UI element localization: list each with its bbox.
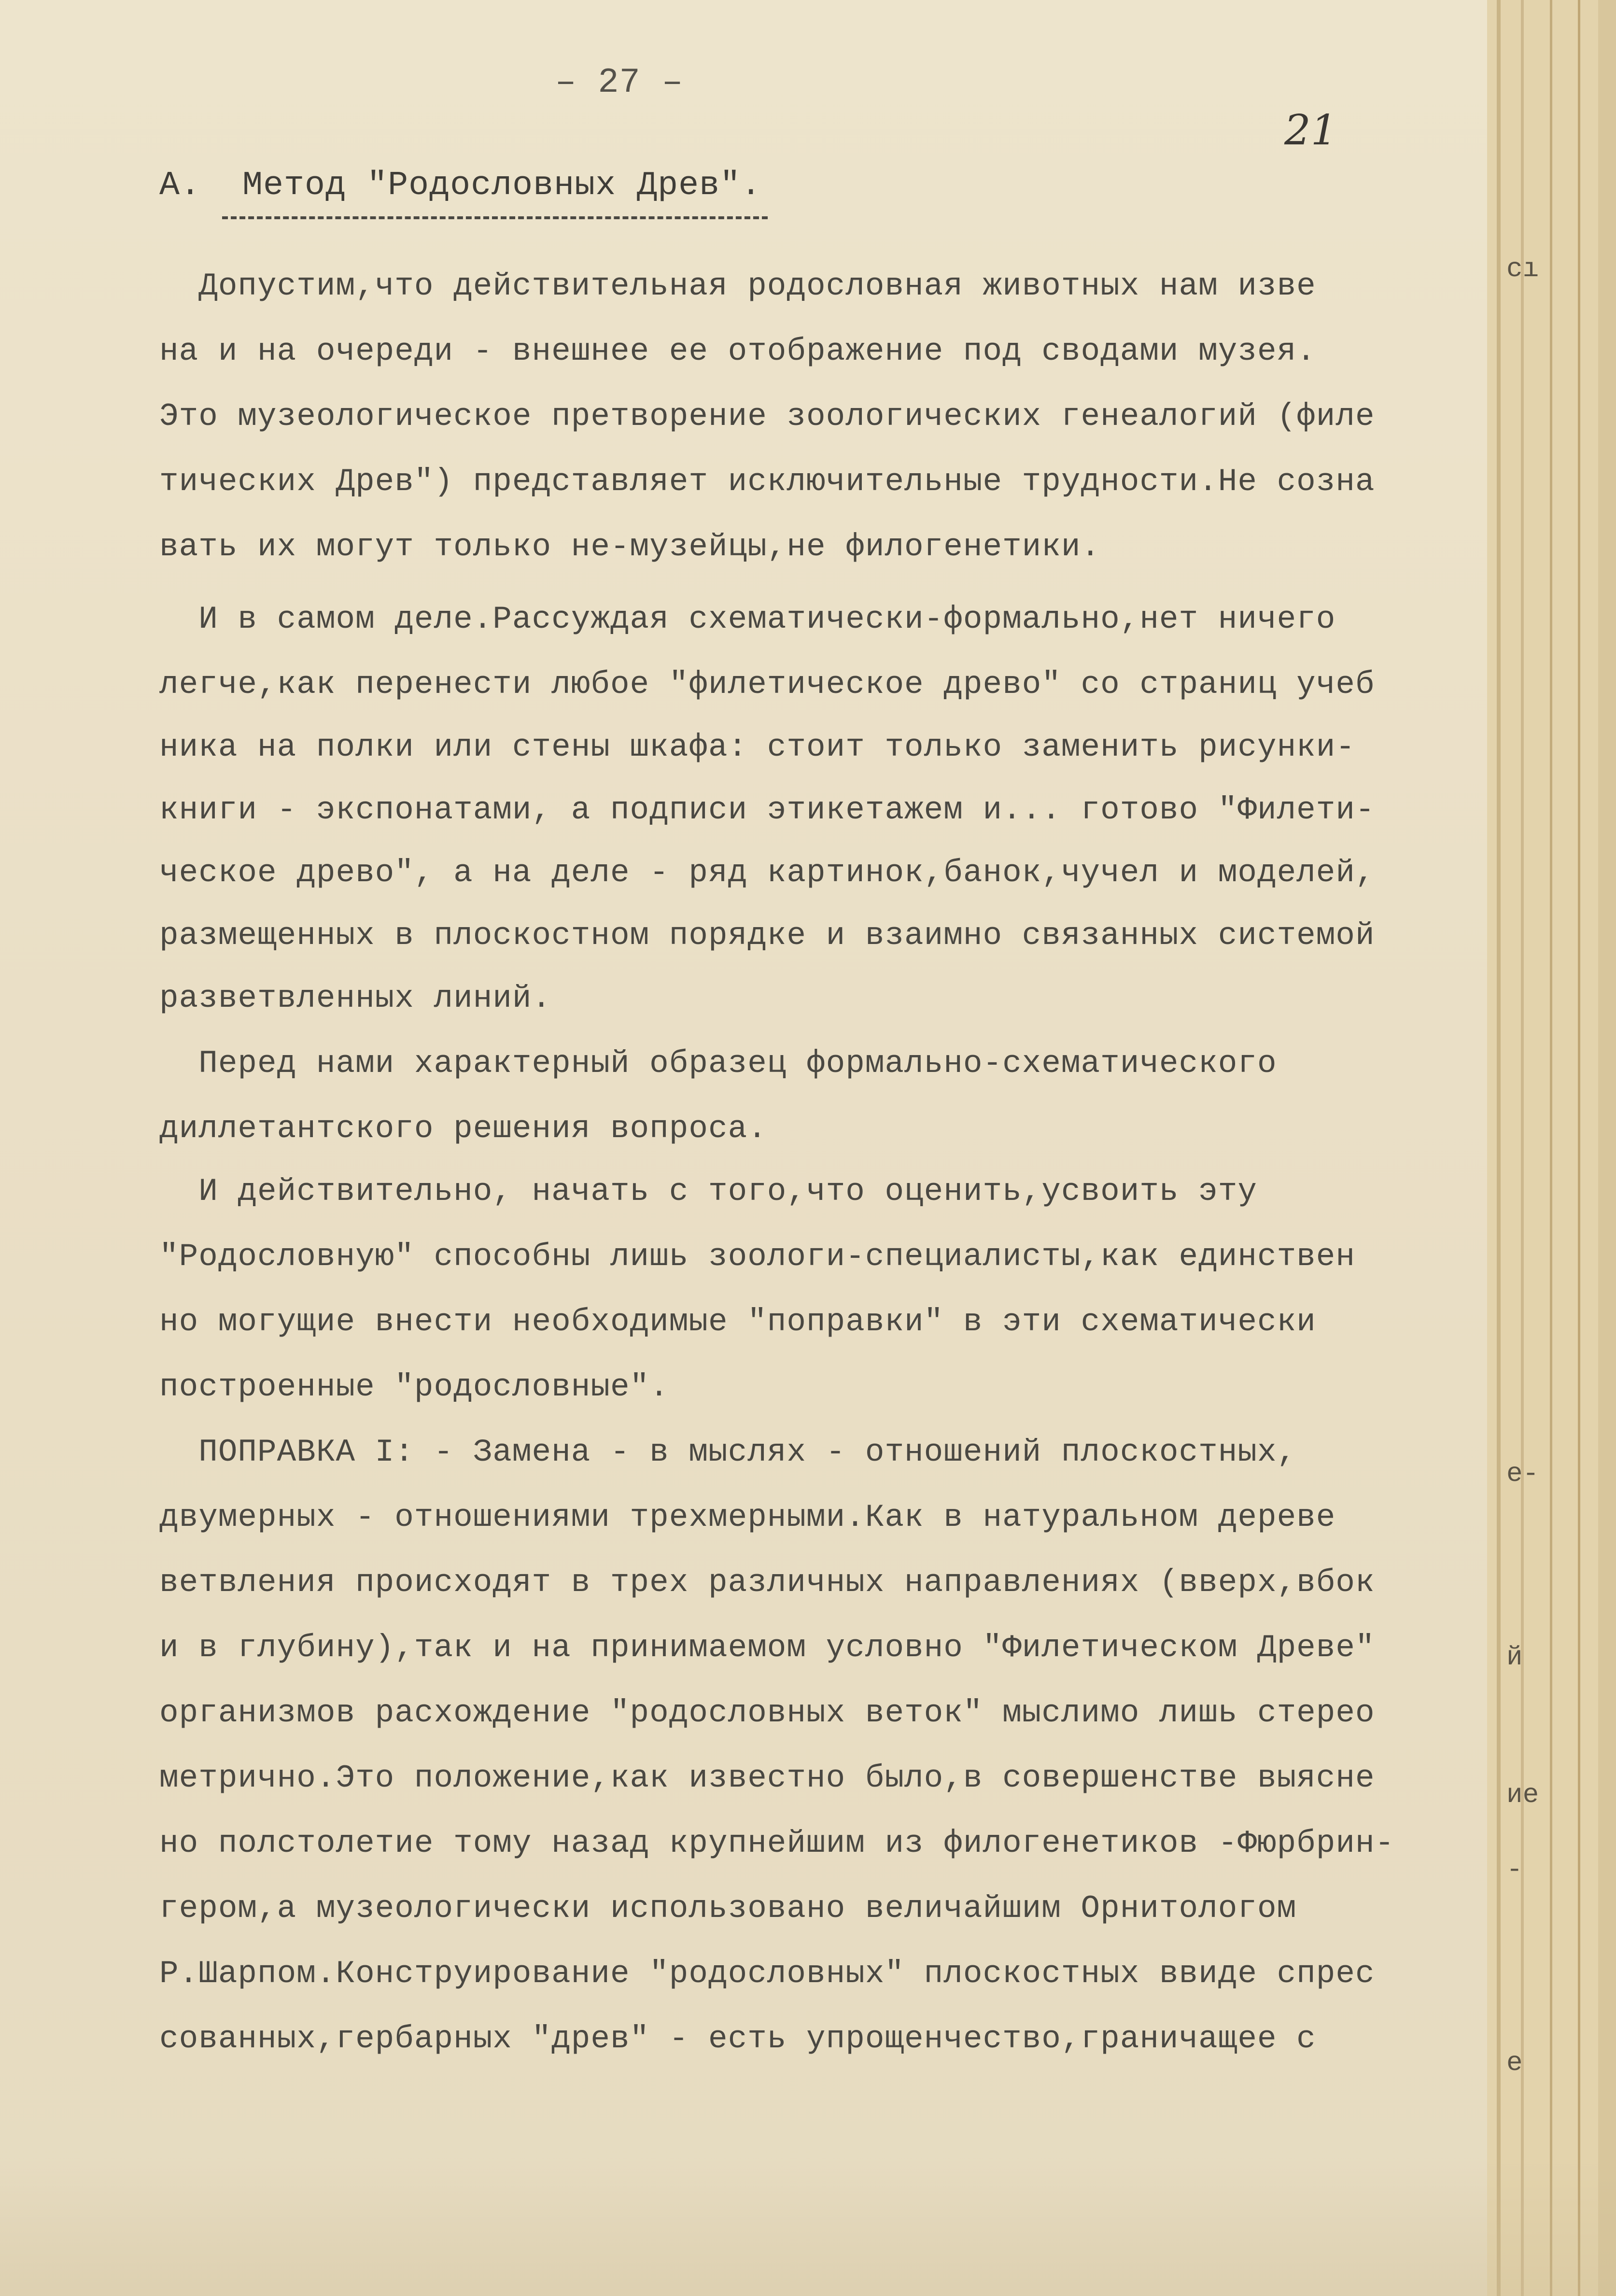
text-line: ческое древо", а на деле - ряд картинок,банок,чучел и моделей,: [159, 855, 1375, 891]
paper-edge-line: [1598, 0, 1616, 2296]
text-line: и в глубину),так и на принимаемом условно "Филетическом Древе": [159, 1630, 1375, 1666]
margin-fragment: -: [1506, 1854, 1523, 1885]
margin-fragment: сı: [1506, 254, 1539, 284]
page-number: – 27 –: [555, 63, 684, 102]
text-line: вать их могут только не-музейцы,не филогенетики.: [159, 529, 1101, 565]
text-line: гером,а музеологически использовано величайшим Орнитологом: [159, 1890, 1297, 1927]
section-heading: А. Метод "Родословных Древ".: [159, 167, 762, 205]
paper-edge-line: [1521, 0, 1524, 2296]
text-line: построенные "родословные".: [159, 1369, 669, 1405]
text-line: размещенных в плоскостном порядке и взаимно связанных системой: [159, 917, 1375, 954]
text-line: сованных,гербарных "древ" - есть упрощенчество,граничащее с: [159, 2021, 1316, 2057]
text-line: но могущие внести необходимые "поправки" в эти схематически: [159, 1304, 1316, 1340]
text-line: разветвленных линий.: [159, 980, 552, 1016]
text-line: И в самом деле.Рассуждая схематически-формально,нет ничего: [159, 601, 1336, 637]
text-line: диллетантского решения вопроса.: [159, 1111, 767, 1147]
text-line: но полстолетие тому назад крупнейшим из филогенетиков -Фюрбрин-: [159, 1825, 1395, 1861]
paper-edge-line: [1578, 0, 1580, 2296]
text-line: Перед нами характерный образец формально-схематического: [159, 1045, 1277, 1082]
paper-edge-line: [1497, 0, 1501, 2296]
text-line: ПОПРАВКА I: - Замена - в мыслях - отношений плоскостных,: [159, 1434, 1297, 1470]
text-line: Это музеологическое претворение зоологических генеалогий (филе: [159, 398, 1375, 435]
text-line: Допустим,что действительная родословная животных нам изве: [159, 268, 1316, 304]
text-line: организмов расхождение "родословных веток" мыслимо лишь стерео: [159, 1695, 1375, 1731]
heading-underline: [222, 216, 768, 219]
text-line: двумерных - отношениями трехмерными.Как в натуральном дереве: [159, 1499, 1336, 1535]
text-line: И действительно, начать с того,что оценить,усвоить эту: [159, 1173, 1257, 1210]
margin-fragment: й: [1506, 1642, 1523, 1673]
text-line: книги - экспонатами, а подписи этикетажем и... готово "Филети-: [159, 792, 1375, 828]
margin-fragment: ие: [1506, 1779, 1539, 1810]
text-line: на и на очереди - внешнее ее отображение под сводами музея.: [159, 333, 1316, 369]
margin-fragment: е: [1506, 2047, 1523, 2078]
text-line: легче,как перенести любое "филетическое древо" со страниц учеб: [159, 666, 1375, 703]
text-line: метрично.Это положение,как известно было,в совершенстве выясне: [159, 1760, 1375, 1796]
paper-edge-line: [1550, 0, 1552, 2296]
text-line: ника на полки или стены шкафа: стоит только заменить рисунки-: [159, 729, 1355, 765]
margin-fragment: е-: [1506, 1458, 1539, 1489]
text-line: тических Древ") представляет исключительные трудности.Не созна: [159, 464, 1375, 500]
paper-bottom-shadow: [0, 2158, 1616, 2296]
archive-mark: 21: [1284, 106, 1337, 155]
text-line: "Родословную" способны лишь зоологи-специалисты,как единствен: [159, 1239, 1355, 1275]
text-line: ветвления происходят в трех различных направлениях (вверх,вбок: [159, 1564, 1375, 1601]
text-line: Р.Шарпом.Конструирование "родословных" плоскостных ввиде спрес: [159, 1956, 1375, 1992]
